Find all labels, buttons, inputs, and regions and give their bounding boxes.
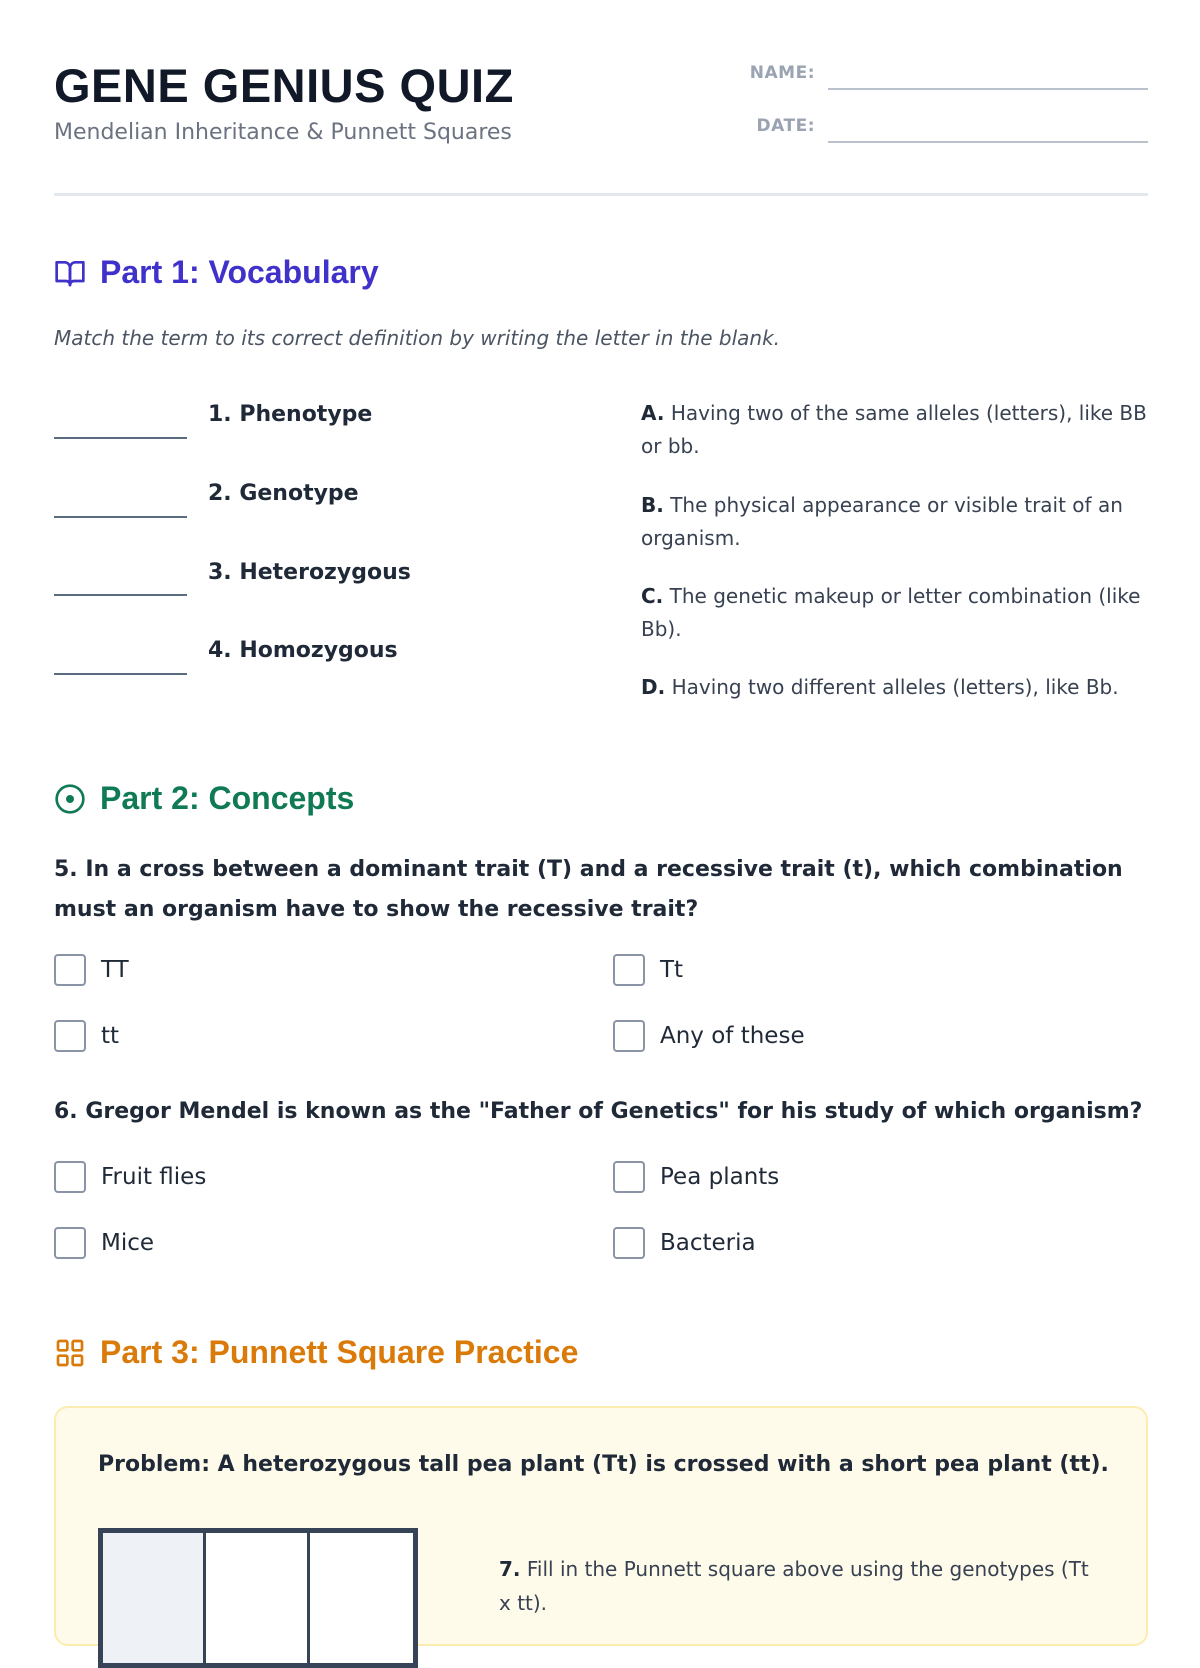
definition-d: D. Having two different alleles (letters), like Bb. [641,675,1119,699]
part2-heading-text: Part 2: Concepts [100,780,355,816]
name-field[interactable] [828,88,1148,90]
definition-a: A. Having two of the same alleles (letters), like BB or bb. [641,401,1147,458]
part1-heading-text: Part 1: Vocabulary [100,254,379,290]
answer-blank-1[interactable] [54,437,187,439]
date-label: DATE: [756,116,815,136]
date-field[interactable] [828,141,1148,143]
checkbox[interactable] [613,1020,645,1052]
checkbox[interactable] [54,1227,86,1259]
q6-option-mice[interactable]: Mice [54,1227,154,1259]
question-5: 5. In a cross between a dominant trait (T) and a recessive trait (t), which combination must an organism have to show the recessive trait? [54,857,1123,922]
vocab-term: 1. Phenotype [208,402,373,427]
definition-c: C. The genetic makeup or letter combination (like Bb). [641,584,1141,641]
part3-heading [54,1334,578,1371]
definition-b: B. The physical appearance or visible trait of an organism. [641,493,1123,550]
part2-heading [54,780,354,817]
punnett-square [98,1528,418,1668]
answer-blank-2[interactable] [54,516,187,518]
checkbox[interactable] [54,1161,86,1193]
part1-instructions: Match the term to its correct definition by writing the letter in the blank. [54,326,781,350]
q5-option-tt-hetero[interactable]: Tt [613,954,683,986]
checkbox[interactable] [613,954,645,986]
header-divider [54,193,1148,196]
q6-option-bacteria[interactable]: Bacteria [613,1227,756,1259]
question-6: 6. Gregor Mendel is known as the "Father of Genetics" for his study of which organism? [54,1099,1143,1124]
answer-blank-4[interactable] [54,673,187,675]
quiz-page [54,0,1148,1615]
part1-heading [54,254,379,291]
q5-option-any[interactable]: Any of these [613,1020,805,1052]
punnett-header-cell[interactable] [206,1533,309,1663]
vocab-term: 3. Heterozygous [208,560,411,585]
page-subtitle: Mendelian Inheritance & Punnett Squares [54,120,512,145]
problem-box [54,1406,1148,1646]
checkbox[interactable] [54,954,86,986]
book-open-icon [54,257,86,289]
checkbox[interactable] [54,1020,86,1052]
vocab-term: 4. Homozygous [208,638,398,663]
checkbox[interactable] [613,1161,645,1193]
punnett-header-cell[interactable] [310,1533,413,1663]
checkbox[interactable] [613,1227,645,1259]
q6-option-pea-plants[interactable]: Pea plants [613,1161,779,1193]
q5-option-tt-dominant[interactable]: TT [54,954,129,986]
question-7: 7. Fill in the Punnett square above using the genotypes (Tt x tt). [499,1557,1089,1615]
name-label: NAME: [749,63,815,83]
punnett-corner-cell [103,1533,206,1663]
vocab-term: 2. Genotype [208,481,359,506]
page-title: GENE GENIUS QUIZ [54,59,514,112]
grid-icon [54,1337,86,1369]
part3-heading-text: Part 3: Punnett Square Practice [100,1334,579,1370]
problem-statement: Problem: A heterozygous tall pea plant (Tt) is crossed with a short pea plant (tt). [98,1452,1109,1477]
target-icon [54,783,86,815]
answer-blank-3[interactable] [54,594,187,596]
q5-option-tt-recessive[interactable]: tt [54,1020,119,1052]
q6-option-fruit-flies[interactable]: Fruit flies [54,1161,206,1193]
